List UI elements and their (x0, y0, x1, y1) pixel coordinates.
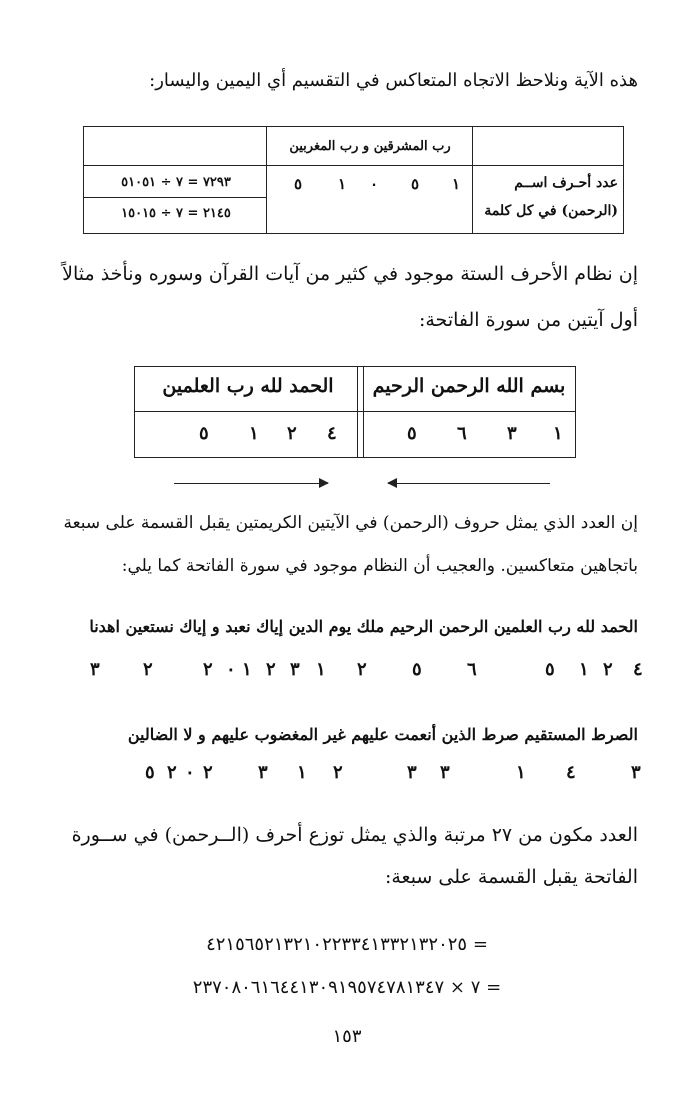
number-cell: ٣ (507, 423, 517, 444)
verse1-number: ٢ (203, 659, 213, 680)
verse2-number: ١ (297, 762, 307, 783)
header-hamd: الحمد لله رب العلمين (162, 375, 334, 397)
digit-cell: ٥ (294, 175, 303, 193)
verse1-number: ٢ (143, 659, 153, 680)
row-label-line-1: عدد أحـرف اســم (514, 175, 618, 191)
number-cell: ٥ (407, 423, 417, 444)
row-label-line-2: (الرحمن) في كل كلمة (484, 203, 618, 219)
verse1-number: ٢ (603, 659, 613, 680)
verse1-text: الحمد لله رب العلمين الرحمن الرحيم ملك يوم الدين إياك نعبد و إياك نستعين اهدنا (89, 617, 638, 636)
page-number: ١٥٣ (332, 1026, 362, 1047)
number-cell: ١ (249, 423, 259, 444)
number-cell: ٥ (199, 423, 209, 444)
table-divider (363, 367, 364, 457)
verse2-number: ٣ (631, 762, 641, 783)
table-divider (84, 165, 623, 166)
right-arrow (174, 483, 328, 484)
number-cell: ١ (553, 423, 563, 444)
table-divider (472, 127, 473, 233)
verse1-number: ٣ (90, 659, 100, 680)
arrowhead (387, 478, 397, 488)
number-cell: ٢ (287, 423, 297, 444)
number-cell: ٦ (457, 423, 467, 444)
digit-cell: ٥ (411, 175, 420, 193)
table-divider (357, 367, 358, 457)
verse2-number: ٣ (258, 762, 268, 783)
verse2-number: ٣ (407, 762, 417, 783)
table-divider (84, 197, 266, 198)
verse2-number: ٢ (167, 762, 177, 783)
verse2-number: ٥ (145, 762, 155, 783)
verse2-text: الصرط المستقيم صرط الذين أنعمت عليهم غير المغضوب عليهم و لا الضالين (127, 725, 638, 744)
para3-line-2: الفاتحة يقبل القسمة على سبعة: (384, 866, 638, 888)
para2-line-1: إن العدد الذي يمثل حروف (الرحمن) في الآيتين الكريمتين يقبل القسمة على سبعة (63, 513, 638, 533)
table-divider (135, 411, 575, 412)
verse1-number: ٥ (545, 659, 555, 680)
arrowhead (319, 478, 329, 488)
letters-count-table (83, 126, 624, 234)
verse2-number: ٣ (440, 762, 450, 783)
digit-cell: ٠ (370, 175, 379, 193)
verse2-number: ٢ (333, 762, 343, 783)
verse1-number: ٦ (467, 659, 477, 680)
verse1-number: ٢ (357, 659, 367, 680)
equation-line-1: ٤٢١٥٦٥٢١٣٢١٠٢٢٣٣٤١٣٣٢١٣٢٠٢٥ = (206, 934, 488, 955)
verse1-number: ١ (579, 659, 589, 680)
digit-cell: ١ (452, 175, 461, 193)
equation-line-2: ٧ × ٢٣٧٠٨٠٦١٦٤٤١٣٠٩١٩٥٧٤٧٨١٣٤٧ = (192, 977, 502, 998)
para1-line-2: أول آيتين من سورة الفاتحة: (418, 309, 638, 331)
calc-line-2: ٢١٤٥ = ٧ ÷ ١٥٠١٥ (121, 206, 231, 221)
digit-cell: ١ (338, 175, 347, 193)
para1-line-1: إن نظام الأحرف الستة موجود في كثير من آيات القرآن وسوره ونأخذ مثالاً (62, 263, 638, 285)
header-basmala: بسم الله الرحمن الرحيم (372, 375, 566, 397)
calc-line-1: ٧٢٩٣ = ٧ ÷ ٥١٠٥١ (121, 175, 231, 190)
verse1-number: ٣ (290, 659, 300, 680)
verse2-number: ٠ (185, 762, 195, 783)
verse2-number: ٢ (203, 762, 213, 783)
verse2-number: ١ (516, 762, 526, 783)
left-arrow (388, 483, 550, 484)
para3-line-1: العدد مكون من ٢٧ مرتبة والذي يمثل توزع أحرف (الــرحمن) في ســورة (71, 824, 638, 846)
verse1-number: ٤ (633, 659, 643, 680)
verse1-number: ١ (242, 659, 252, 680)
intro-line: هذه الآية ونلاحظ الاتجاه المتعاكس في التقسيم أي اليمين واليسار: (149, 70, 638, 91)
para2-line-2: باتجاهين متعاكسين. والعجيب أن النظام موجود في سورة الفاتحة كما يلي: (121, 556, 638, 576)
verse1-number: ٥ (412, 659, 422, 680)
table-header-mid: رب المشرقين و رب المغربين (289, 139, 451, 154)
verse1-number: ١ (316, 659, 326, 680)
fatiha-verses-table (134, 366, 576, 458)
table-divider (266, 127, 267, 233)
verse2-number: ٤ (566, 762, 576, 783)
verse1-number: ٠ (226, 659, 236, 680)
number-cell: ٤ (327, 423, 337, 444)
verse1-number: ٢ (266, 659, 276, 680)
